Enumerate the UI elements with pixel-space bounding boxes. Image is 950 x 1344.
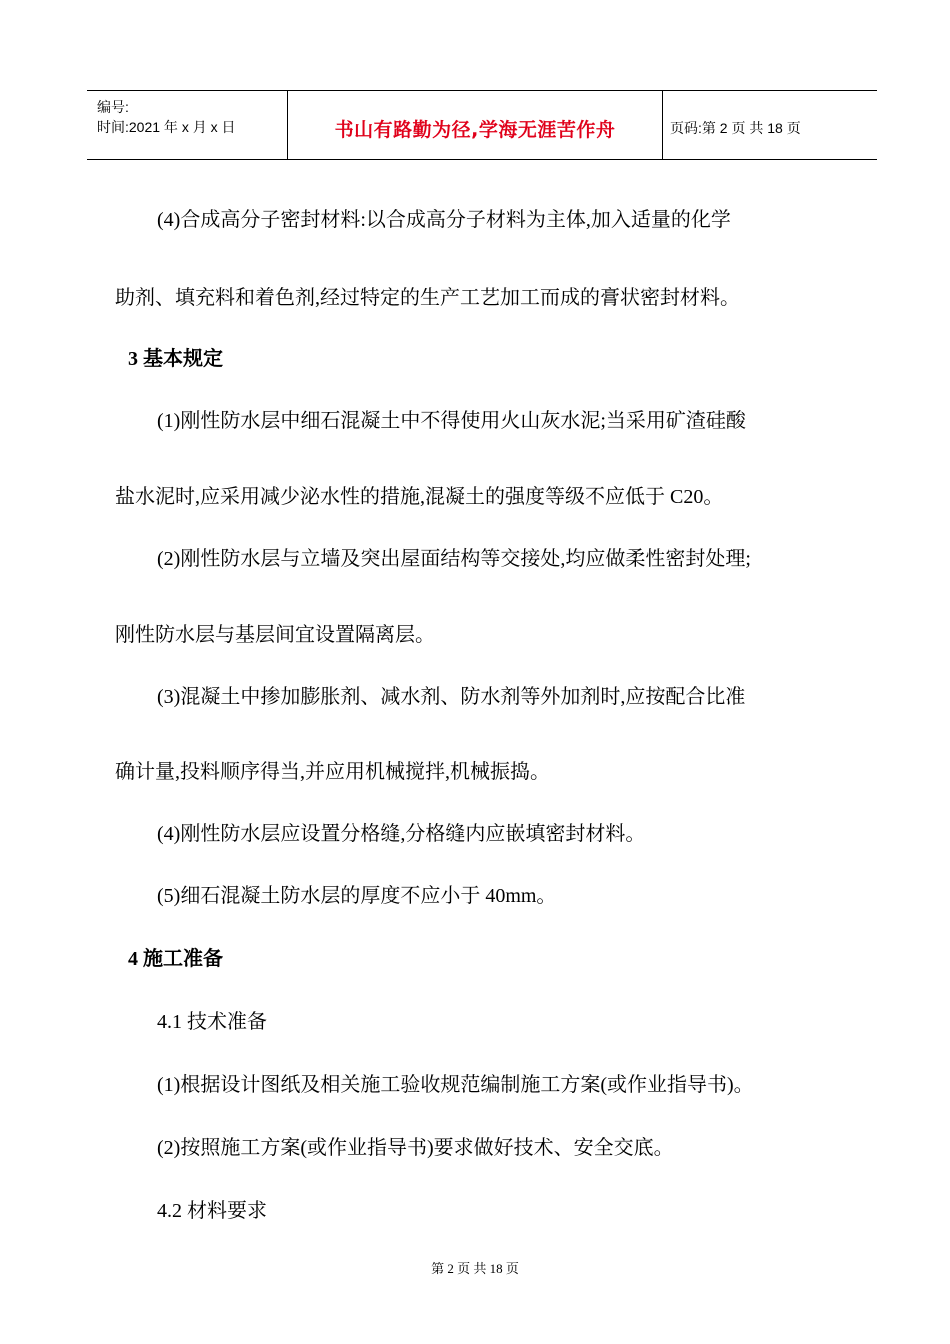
body-line: 确计量,投料顺序得当,并应用机械搅拌,机械振捣。: [115, 761, 550, 783]
body-line: (1)根据设计图纸及相关施工验收规范编制施工方案(或作业指导书)。: [157, 1074, 754, 1096]
document-time-label: 时间:2021 年 x 月 x 日: [97, 119, 236, 135]
header-motto: 书山有路勤为径,学海无涯苦作舟: [334, 119, 616, 141]
section-heading: 4 施工准备: [128, 948, 223, 970]
body-line: 助剂、填充料和着色剂,经过特定的生产工艺加工而成的膏状密封材料。: [115, 287, 740, 309]
page-footer: 第 2 页 共 18 页: [431, 1261, 519, 1276]
body-line: (4)合成高分子密封材料:以合成高分子材料为主体,加入适量的化学: [157, 209, 731, 231]
header-page-number: 页码:第 2 页 共 18 页: [670, 120, 801, 136]
document-number-label: 编号:: [97, 99, 129, 115]
body-line: (1)刚性防水层中细石混凝土中不得使用火山灰水泥;当采用矿渣硅酸: [157, 410, 746, 432]
body-line: (2)按照施工方案(或作业指导书)要求做好技术、安全交底。: [157, 1137, 674, 1159]
page-header: [87, 90, 877, 160]
body-line: 刚性防水层与基层间宜设置隔离层。: [115, 624, 435, 646]
section-heading: 3 基本规定: [128, 348, 223, 370]
subsection-heading: 4.2 材料要求: [157, 1200, 267, 1222]
body-line: 盐水泥时,应采用减少泌水性的措施,混凝土的强度等级不应低于 C20。: [115, 486, 724, 508]
body-line: (5)细石混凝土防水层的厚度不应小于 40mm。: [157, 885, 557, 907]
header-meta: [87, 91, 287, 159]
body-line: (4)刚性防水层应设置分格缝,分格缝内应嵌填密封材料。: [157, 823, 646, 845]
header-page-cell: [662, 91, 877, 159]
body-line: (3)混凝土中掺加膨胀剂、减水剂、防水剂等外加剂时,应按配合比准: [157, 686, 746, 708]
subsection-heading: 4.1 技术准备: [157, 1011, 267, 1033]
header-motto-cell: [287, 91, 663, 159]
body-line: (2)刚性防水层与立墙及突出屋面结构等交接处,均应做柔性密封处理;: [157, 548, 751, 570]
